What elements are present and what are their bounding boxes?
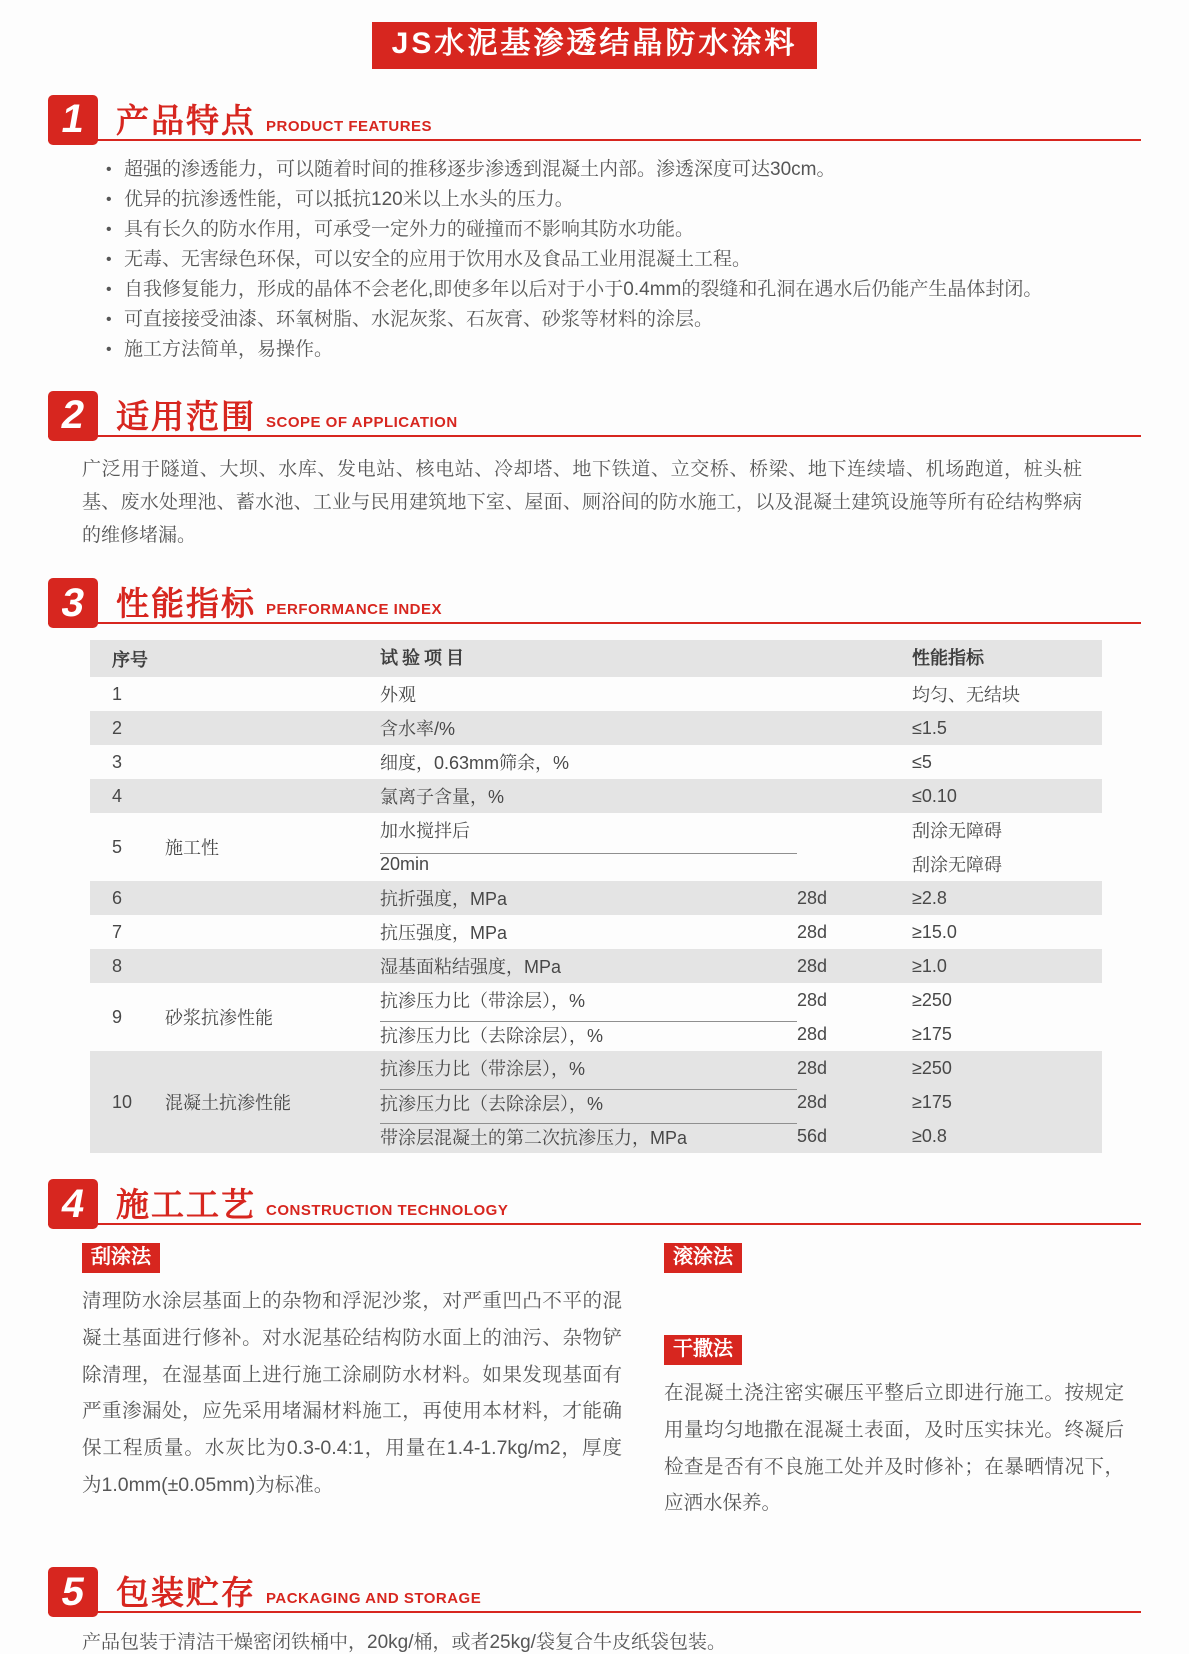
feature-item — [106, 275, 1141, 305]
packaging-paragraph: 产品包装于清洁干燥密闭铁桶中，20kg/桶，或者25kg/袋复合牛皮纸袋包装。 — [82, 1632, 726, 1654]
feature-text: 超强的渗透能力，可以随着时间的推移逐步渗透到混凝土内部。渗透深度可达30cm。 — [124, 158, 836, 180]
dry-method-text: 在混凝土浇注密实碾压平整后立即进行施工。按规定用量均匀地撒在混凝土表面，及时压实抹光。终凝后检查是否有不良施工处并及时修补；在暴晒情况下，应洒水保养。 — [664, 1382, 1124, 1515]
scope-paragraph: 广泛用于隧道、大坝、水库、发电站、核电站、冷却塔、地下铁道、立交桥、桥梁、地下连续墙、机场跑道，桩头桩基、废水处理池、蓄水池、工业与民用建筑地下室、屋面、厕浴间的防水施工，以及混凝土建筑设施等所有砼结构弊病的维修堵漏。 — [82, 458, 1082, 547]
section-2-header — [48, 391, 1141, 437]
roll-method-badge: 滚涂法 — [664, 1243, 742, 1273]
table-row: 7 抗压强度，MPa 28d ≥15.0 — [112, 921, 957, 944]
scrape-method-block — [82, 1243, 622, 1541]
roll-method-empty-space — [664, 1273, 1124, 1335]
feature-list — [48, 155, 1141, 365]
right-methods-block — [664, 1243, 1124, 1541]
section-4-number-badge: 4 — [48, 1179, 98, 1229]
table-row: 1 外观 均匀、无结块 — [112, 683, 1020, 706]
feature-text: 具有长久的防水作用，可承受一定外力的碰撞而不影响其防水功能。 — [124, 218, 695, 240]
bullet-icon: • — [106, 340, 112, 358]
scrape-method-text: 清理防水涂层基面上的杂物和浮泥沙浆，对严重凹凸不平的混凝土基面进行修补。对水泥基砼结构防水面上的油污、杂物铲除清理，在湿基面上进行施工涂刷防水材料。如果发现基面有严重渗漏处，应先采用堵漏材料施工，再使用本材料，才能确保工程质量。水灰比为0.3-0.4:1，用量在1.4-1.7kg/m2，厚度为1.0mm(±0.05mm)为标准。 — [82, 1290, 622, 1496]
bullet-icon: • — [106, 310, 112, 328]
section-4-header — [48, 1179, 1141, 1225]
table-row: 10 混凝土抗渗性能 抗渗压力比（带涂层），% 28d ≥250 抗渗压力比（去除涂层），% 28d ≥175 带涂层混凝土的第二次抗渗压力，MPa 56d ≥0.8 — [90, 1051, 1102, 1153]
feature-item — [106, 335, 1141, 365]
section-3-subtitle: PERFORMANCE INDEX — [266, 601, 443, 619]
table-row: 6 抗折强度，MPa 28d ≥2.8 — [90, 881, 1102, 915]
table-row: 2 含水率/% ≤1.5 — [90, 711, 1102, 745]
feature-item — [106, 215, 1141, 245]
table-row: 5 施工性 加水搅拌后 刮涂无障碍 20min 刮涂无障碍 — [112, 821, 1002, 876]
feature-item — [106, 305, 1141, 335]
section-3-number-badge: 3 — [48, 578, 98, 628]
table-row: 4 氯离子含量，% ≤0.10 — [90, 779, 1102, 813]
section-5-title: 包装贮存 — [116, 1574, 256, 1612]
section-5-number-badge: 5 — [48, 1567, 98, 1617]
section-1-number-badge: 1 — [48, 95, 98, 145]
section-2-number-badge: 2 — [48, 391, 98, 441]
section-5-subtitle: PACKAGING AND STORAGE — [266, 1590, 482, 1608]
section-3-header — [48, 578, 1141, 624]
section-1-subtitle: PRODUCT FEATURES — [266, 117, 433, 135]
bullet-icon: • — [106, 160, 112, 178]
bullet-icon: • — [106, 250, 112, 268]
feature-text: 自我修复能力，形成的晶体不会老化,即使多年以后对于小于0.4mm的裂缝和孔洞在遇水后仍能产生晶体封闭。 — [124, 278, 1043, 300]
col-header-no: 序号 — [112, 649, 148, 670]
feature-text: 优异的抗渗透性能，可以抵抗120米以上水头的压力。 — [124, 188, 574, 210]
section-1-header — [48, 95, 1141, 141]
table-header-row — [90, 640, 1102, 677]
table-row: 3 细度，0.63mm筛余，% ≤5 — [112, 751, 932, 774]
section-5-header — [48, 1567, 1141, 1613]
col-header-item: 试验项目 — [380, 648, 468, 669]
feature-text: 无毒、无害绿色环保，可以安全的应用于饮用水及食品工业用混凝土工程。 — [124, 248, 752, 270]
table-row: 8 湿基面粘结强度，MPa 28d ≥1.0 — [90, 949, 1102, 983]
bullet-icon: • — [106, 190, 112, 208]
section-2-subtitle: SCOPE OF APPLICATION — [266, 413, 458, 431]
section-1-title: 产品特点 — [116, 101, 256, 139]
section-4-subtitle: CONSTRUCTION TECHNOLOGY — [266, 1202, 509, 1220]
feature-item — [106, 155, 1141, 185]
bullet-icon: • — [106, 280, 112, 298]
col-header-index: 性能指标 — [912, 648, 984, 669]
feature-text: 施工方法简单，易操作。 — [124, 338, 334, 360]
section-3-title: 性能指标 — [116, 585, 256, 623]
construction-columns — [82, 1243, 1122, 1541]
feature-text: 可直接接受油漆、环氧树脂、水泥灰浆、石灰膏、砂浆等材料的涂层。 — [124, 308, 714, 330]
product-title: JS水泥基渗透结晶防水涂料 — [372, 22, 818, 69]
feature-item — [106, 185, 1141, 215]
scrape-method-badge: 刮涂法 — [82, 1243, 160, 1273]
bullet-icon: • — [106, 220, 112, 238]
performance-table — [90, 640, 1102, 1153]
dry-method-badge: 干撒法 — [664, 1335, 742, 1365]
section-4-title: 施工工艺 — [116, 1186, 256, 1224]
feature-item — [106, 245, 1141, 275]
section-2-title: 适用范围 — [116, 397, 256, 435]
table-row: 9 砂浆抗渗性能 抗渗压力比（带涂层），% 28d ≥250 抗渗压力比（去除涂层），% 28d ≥175 — [112, 989, 952, 1046]
